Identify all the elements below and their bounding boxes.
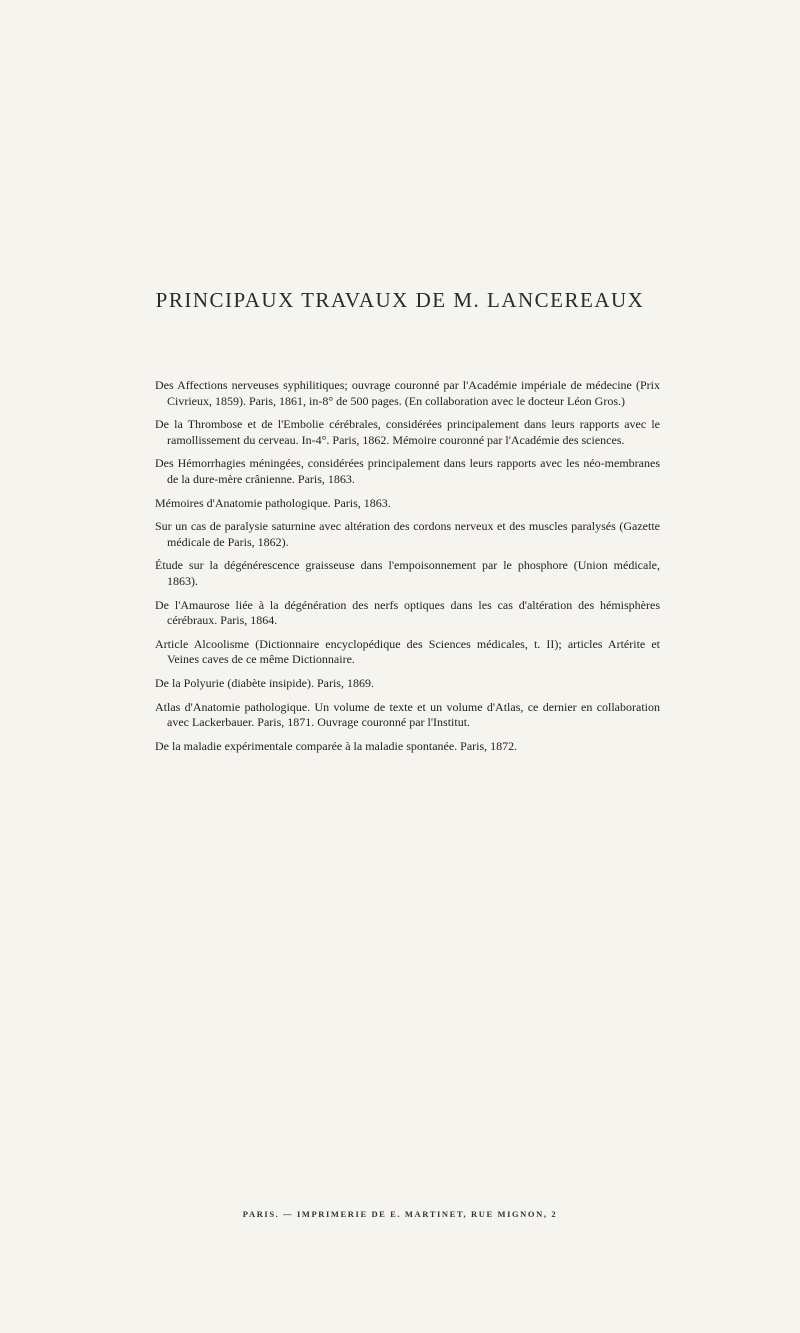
list-item: Étude sur la dégénérescence graisseuse dans l'empoisonnement par le phosphore (Union médicale, 1863). bbox=[155, 558, 660, 588]
list-item: De la Polyurie (diabète insipide). Paris, 1869. bbox=[155, 675, 374, 690]
list-item: De la Thrombose et de l'Embolie cérébrales, considérées principalement dans leurs rapports avec le ramollissement du cerveau. In-4°. Paris, 1862. Mémoire couronné par l'Académie des sciences. bbox=[155, 417, 660, 447]
list-item: De la maladie expérimentale comparée à la maladie spontanée. Paris, 1872. bbox=[155, 738, 518, 753]
list-item: Mémoires d'Anatomie pathologique. Paris, 1863. bbox=[155, 495, 391, 510]
list-item: Des Affections nerveuses syphilitiques; ouvrage couronné par l'Académie impériale de médecine (Prix Civrieux, 1859). Paris, 1861, in-8° de 500 pages. (En collaboration avec le docteur Léon Gros.) bbox=[155, 378, 660, 408]
works-list bbox=[155, 378, 660, 762]
list-item: Article Alcoolisme (Dictionnaire encyclopédique des Sciences médicales, t. II); articles Artérite et Veines caves de ce même Dictionnaire. bbox=[155, 636, 660, 667]
printer-imprint: PARIS. — IMPRIMERIE DE E. MARTINET, RUE MIGNON, 2 bbox=[242, 1209, 558, 1219]
page-title: PRINCIPAUX TRAVAUX DE M. LANCEREAUX bbox=[155, 288, 645, 312]
list-item: Sur un cas de paralysie saturnine avec altération des cordons nerveux et des muscles paralysés (Gazette médicale de Paris, 1862). bbox=[155, 519, 660, 549]
list-item: De l'Amaurose liée à la dégénération des nerfs optiques dans les cas d'altération des hémisphères cérébraux. Paris, 1864. bbox=[155, 597, 660, 628]
list-item: Des Hémorrhagies méningées, considérées principalement dans leurs rapports avec les néo-membranes de la dure-mère crânienne. Paris, 1863. bbox=[155, 456, 660, 486]
list-item: Atlas d'Anatomie pathologique. Un volume de texte et un volume d'Atlas, ce dernier en collaboration avec Lackerbauer. Paris, 1871. Ouvrage couronné par l'Institut. bbox=[155, 699, 660, 730]
